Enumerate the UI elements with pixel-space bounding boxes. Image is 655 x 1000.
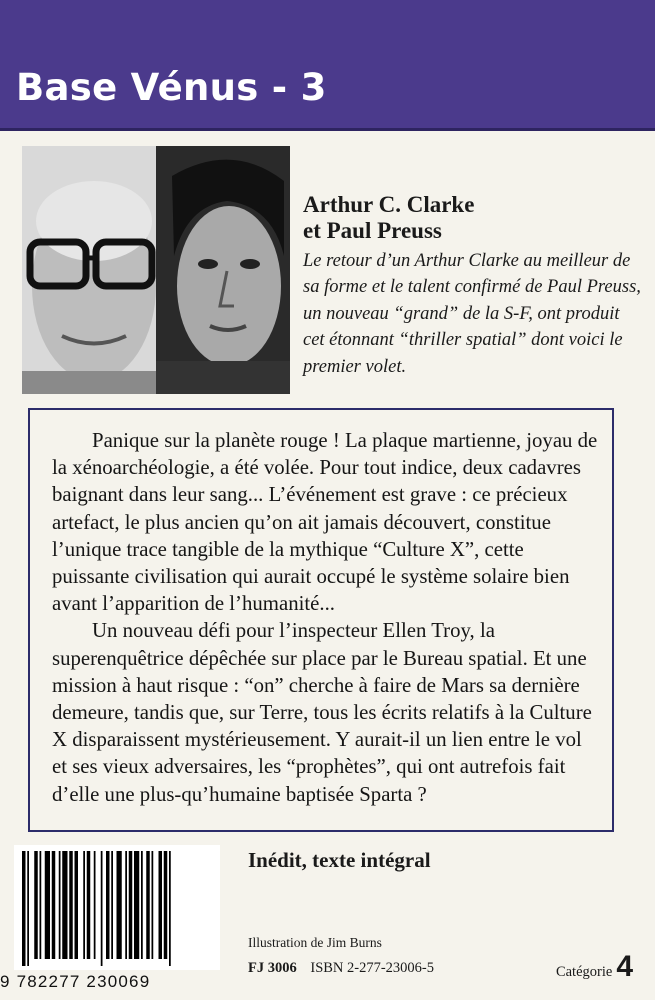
barcode-bars: [22, 851, 212, 966]
unpublished-label: Inédit, texte intégral: [248, 848, 431, 872]
synopsis-paragraph-1: Panique sur la planète rouge ! La plaque martienne, joyau de la xénoarchéologie, a été volée. Pour tout indice, deux cadavres baignant dans leur sang... L’événement est grave : ce précieux artefact, le plus ancien qu’on ait jamais découvert, constitue l’unique trace tangible de la mythique “Culture X”, cette puissante civilisation qui aurait occupé le système solaire bien avant l’apparition de l’humanité...: [52, 429, 598, 616]
catalog-line: [248, 960, 434, 977]
barcode-bar: [169, 851, 171, 966]
collection-code: FJ 3006: [248, 960, 297, 976]
synopsis-paragraph-2: Un nouveau défi pour l’inspecteur Ellen Troy, la superenquêtrice dépêchée sur place par le Bureau spatial. Et une mission à haut risque : “on” cherche à faire de Mars sa dernière demeure, tandis que, sur Terre, tous les écrits relatifs à la Culture X disparaissent mystérieusement. Y aurait-il un lien entre le vol et ses vieux adversaires, les “prophètes”, qui ont autrefois fait d’elle une plus-qu’humaine baptisée Sparta ?: [52, 619, 592, 806]
author-photo: [22, 146, 290, 394]
barcode-bar: [62, 851, 67, 959]
author-names: [303, 192, 643, 244]
barcode-bar: [40, 851, 42, 959]
barcode-bar: [52, 851, 56, 959]
barcode-bar: [152, 851, 154, 959]
barcode-bar: [134, 851, 139, 959]
barcode-bar: [87, 851, 91, 959]
barcode: [14, 845, 220, 970]
barcode-bar: [106, 851, 110, 959]
author-name-1: Arthur C. Clarke: [303, 192, 475, 217]
barcode-bar: [34, 851, 38, 959]
barcode-bar: [125, 851, 127, 959]
barcode-bar: [75, 851, 79, 959]
barcode-bar: [94, 851, 96, 959]
series-title: Base Vénus - 3: [16, 66, 327, 109]
barcode-bar: [111, 851, 113, 959]
series-banner: [0, 0, 655, 131]
barcode-bar: [69, 851, 73, 959]
category-label: Catégorie: [555, 964, 613, 980]
barcode-bar: [146, 851, 150, 959]
barcode-bar: [159, 851, 163, 959]
author-name-2: et Paul Preuss: [303, 218, 442, 243]
barcode-bar: [22, 851, 26, 966]
blurb-text: Le retour d’un Arthur Clarke au meilleur de sa forme et le talent confirmé de Paul Preuss, un nouveau “grand” de la S-F, ont produit cet étonnant “thriller spatial” dont voici le premier volet.: [303, 251, 641, 377]
barcode-bar: [27, 851, 29, 966]
barcode-bar: [164, 851, 168, 959]
barcode-bar: [129, 851, 133, 959]
isbn: ISBN 2-277-23006-5: [310, 960, 435, 976]
barcode-bar: [141, 851, 143, 959]
barcode-bar: [45, 851, 50, 959]
barcode-bar: [117, 851, 122, 959]
category-number: 4: [616, 950, 633, 983]
barcode-digits: 9 782277 230069: [0, 972, 151, 991]
barcode-bar: [59, 851, 61, 959]
illustration-credit: Illustration de Jim Burns: [248, 935, 382, 950]
synopsis-frame: [28, 408, 614, 832]
barcode-bar: [101, 851, 103, 966]
barcode-bar: [83, 851, 85, 959]
category: [556, 950, 633, 984]
